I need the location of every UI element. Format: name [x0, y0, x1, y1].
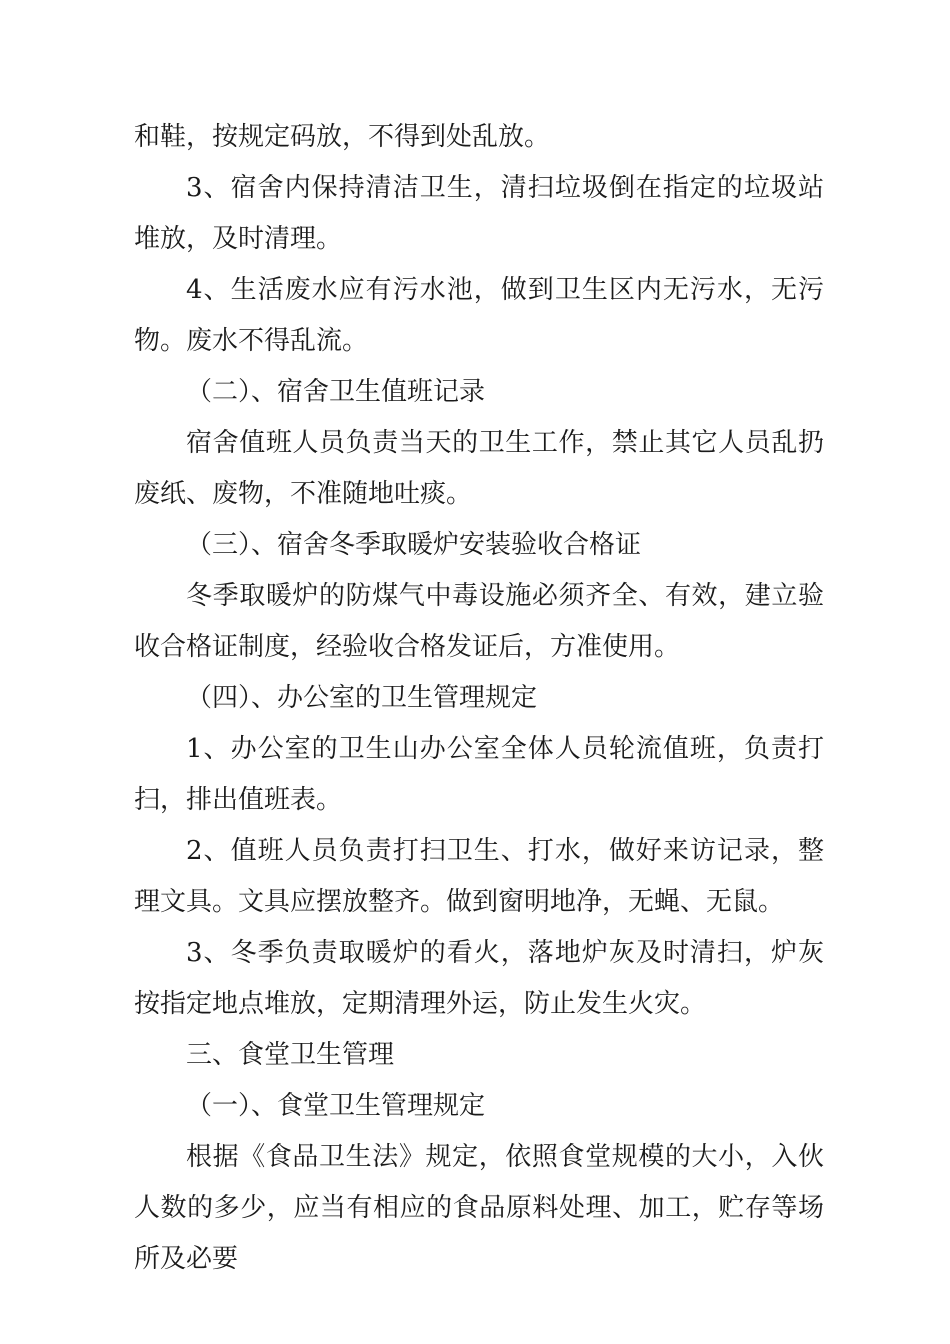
section-heading-canteen-rules: （一）、食堂卫生管理规定 — [186, 1091, 486, 1121]
paragraph-office-item-1: 1、办公室的卫生山办公室全体人员轮流值班，负责打扫，排出值班表。 — [134, 734, 824, 815]
paragraph-item-4: 4、生活废水应有污水池，做到卫生区内无污水，无污物。废水不得乱流。 — [134, 275, 824, 356]
paragraph-office-item-3: 3、冬季负责取暖炉的看火，落地炉灰及时清扫，炉灰按指定地点堆放，定期清理外运，防止发生火灾。 — [134, 938, 824, 1019]
paragraph-heater-certificate: 冬季取暖炉的防煤气中毒设施必须齐全、有效，建立验收合格证制度，经验收合格发证后，方准使用。 — [134, 581, 824, 662]
paragraph-canteen-rules: 根据《食品卫生法》规定，依照食堂规模的大小，入伙人数的多少，应当有相应的食品原料处理、加工，贮存等场所及必要 — [134, 1142, 824, 1274]
paragraph-office-item-2: 2、值班人员负责打扫卫生、打水，做好来访记录，整理文具。文具应摆放整齐。做到窗明地净，无蝇、无鼠。 — [134, 836, 824, 917]
section-heading-office-rules: （四）、办公室的卫生管理规定 — [186, 683, 538, 713]
paragraph-item-3: 3、宿舍内保持清洁卫生，清扫垃圾倒在指定的垃圾站堆放，及时清理。 — [134, 173, 824, 254]
paragraph-continuation: 和鞋，按规定码放，不得到处乱放。 — [134, 122, 551, 152]
paragraph-dormitory-duty: 宿舍值班人员负责当天的卫生工作，禁止其它人员乱扔废纸、废物，不准随地吐痰。 — [134, 428, 824, 509]
section-heading-dormitory-duty: （二）、宿舍卫生值班记录 — [186, 377, 486, 407]
document-body — [134, 112, 824, 1285]
section-heading-heater-certificate: （三）、宿舍冬季取暖炉安装验收合格证 — [186, 530, 642, 560]
chapter-heading-canteen: 三、食堂卫生管理 — [186, 1040, 395, 1070]
